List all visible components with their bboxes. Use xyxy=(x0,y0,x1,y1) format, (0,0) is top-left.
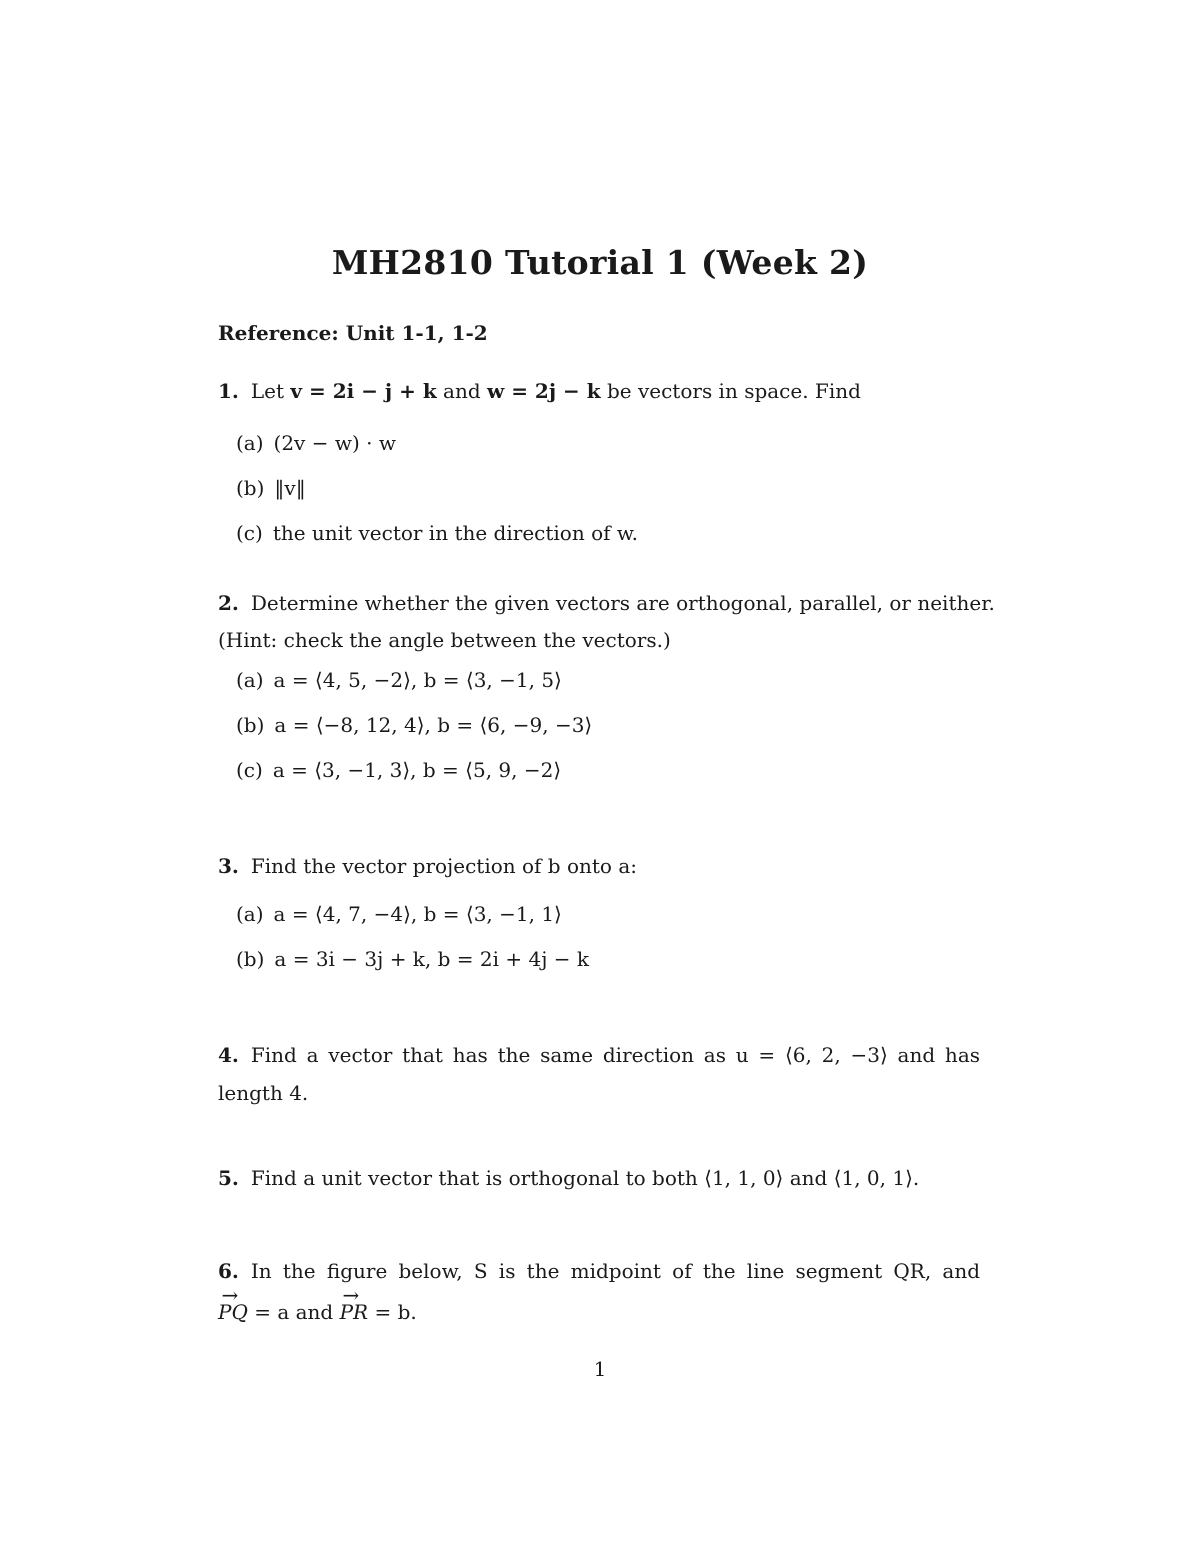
part-label: (c) xyxy=(236,758,263,782)
question-6-eq-b: = b. xyxy=(368,1300,417,1324)
question-2-text: Determine whether the given vectors are orthogonal, parallel, or neither. xyxy=(250,591,995,615)
part-label: (b) xyxy=(236,947,265,971)
part-label: (b) xyxy=(236,713,265,737)
question-6-eq-a: = a and xyxy=(247,1300,340,1324)
question-1-text-b: and xyxy=(436,379,488,403)
question-4-line-1: Find a vector that has the same direction as u = ⟨6, 2, −3⟩ and has xyxy=(250,1043,980,1067)
question-6-number: 6. xyxy=(218,1259,239,1283)
question-2-part-b xyxy=(236,712,592,738)
page-number: 1 xyxy=(593,1357,607,1381)
part-label: (a) xyxy=(236,431,264,455)
question-6 xyxy=(218,1258,980,1284)
question-4-number: 4. xyxy=(218,1043,239,1067)
part-text: a = ⟨4, 7, −4⟩, b = ⟨3, −1, 1⟩ xyxy=(273,902,562,926)
question-2 xyxy=(218,590,995,616)
question-1-v-equation: v = 2i − j + k xyxy=(290,379,437,403)
part-text: a = 3i − 3j + k, b = 2i + 4j − k xyxy=(274,947,590,971)
part-label: (a) xyxy=(236,668,264,692)
question-6-line-1: In the figure below, S is the midpoint of the line segment QR, and xyxy=(250,1259,980,1283)
vector-pr: → PR xyxy=(340,1299,369,1325)
question-5 xyxy=(218,1165,919,1191)
part-text: a = ⟨−8, 12, 4⟩, b = ⟨6, −9, −3⟩ xyxy=(274,713,593,737)
question-2-number: 2. xyxy=(218,591,239,615)
question-3-number: 3. xyxy=(218,854,239,878)
question-3-part-b xyxy=(236,946,589,972)
question-1-text-c: be vectors in space. Find xyxy=(600,379,861,403)
question-1-number: 1. xyxy=(218,379,239,403)
question-1-text-a: Let xyxy=(250,379,291,403)
question-5-number: 5. xyxy=(218,1166,239,1190)
question-2-part-c xyxy=(236,757,561,783)
part-text: a = ⟨4, 5, −2⟩, b = ⟨3, −1, 5⟩ xyxy=(273,668,562,692)
part-text: (2v − w) · w xyxy=(273,431,396,455)
question-3-part-a xyxy=(236,901,562,927)
part-label: (b) xyxy=(236,476,265,500)
part-text: a = ⟨3, −1, 3⟩, b = ⟨5, 9, −2⟩ xyxy=(272,758,562,782)
question-1-part-b xyxy=(236,475,306,501)
question-2-hint: (Hint: check the angle between the vectors.) xyxy=(218,628,671,652)
question-2-part-a xyxy=(236,667,562,693)
part-label: (c) xyxy=(236,521,263,545)
question-1 xyxy=(218,378,861,404)
question-5-text: Find a unit vector that is orthogonal to both ⟨1, 1, 0⟩ and ⟨1, 0, 1⟩. xyxy=(250,1166,920,1190)
question-1-part-a xyxy=(236,430,396,456)
question-1-w-equation: w = 2j − k xyxy=(487,379,601,403)
part-text: ‖v‖ xyxy=(274,476,306,500)
question-4-line-2: length 4. xyxy=(218,1081,309,1105)
question-6-line-2 xyxy=(218,1299,417,1325)
part-text: the unit vector in the direction of w. xyxy=(272,521,638,545)
question-3-text: Find the vector projection of b onto a: xyxy=(250,854,637,878)
page-title: MH2810 Tutorial 1 (Week 2) xyxy=(331,243,869,282)
question-4 xyxy=(218,1042,980,1068)
vector-pq: → PQ xyxy=(218,1299,248,1325)
question-1-part-c xyxy=(236,520,638,546)
part-label: (a) xyxy=(236,902,264,926)
reference-line: Reference: Unit 1-1, 1-2 xyxy=(218,321,488,345)
question-3 xyxy=(218,853,637,879)
